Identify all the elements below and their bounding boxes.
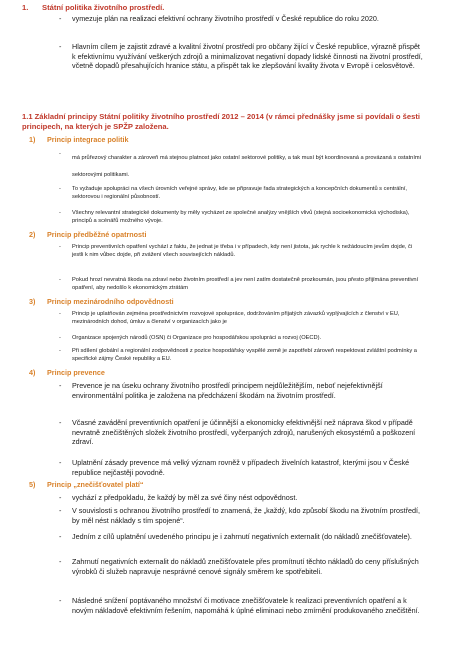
list-item-text: Uplatnění zásady prevence má velký význam rovněž v případech živelních katastrof, kterými jsou v České republice nejčastěji povodně. <box>72 458 410 477</box>
list-item-text: Zahrnutí negativních externalit do nákladů znečišťovatele přes promítnutí těchto nákladů do ceny příslušných výrobků či služeb napravuje nesprávné cenové signály směrem ke spotřebiteli. <box>72 557 419 576</box>
section-1-heading <box>22 3 164 13</box>
list-item: - Hlavním cílem je zajistit zdravé a kvalitní životní prostředí pro občany žijící v České republice, výrazně přispět k efektivnímu využívání veškerých zdrojů a minimalizovat negativní dopady lidské činnosti na životní prostředí, včetně dopadů přesahujících hranice státu, a přispět tak ke zlepšování kvality života v Evropě i celosvětově. <box>59 42 423 71</box>
list-item: - Následné snížení poptávaného množství či motivace znečišťovatele k realizaci preventivních opatření a k novým nákladově efektivním řešením, napomáhá k úplné eliminaci nebo zmírnění produkovaného znečištění. <box>59 596 420 615</box>
principle-1-heading <box>29 135 128 145</box>
principle-4-heading <box>29 368 105 378</box>
list-item-text: To vyžaduje spolupráci na všech úrovních veřejné správy, kde se připravuje řada strategických a koncepčních dokumentů s centrální, sektorovou i regionální působností. <box>72 186 407 201</box>
section-title: Státní politika životního prostředí. <box>42 3 165 12</box>
section-number: 1. <box>22 3 29 12</box>
principle-number: 1) <box>29 135 36 144</box>
principle-title: Princip předběžné opatrnosti <box>47 230 147 239</box>
list-item-text: Prevence je na úseku ochrany životního prostředí principem nejdůležitějším, neboť nejefektivnější environmentální politika je založena na předcházení škodám na životním prostředí. <box>72 381 383 400</box>
principle-title: Princip prevence <box>47 368 105 377</box>
list-item: - Včasné zavádění preventivních opatření je účinnější a ekonomicky efektivnější než náprava škod v případě nevratně znečištěných složek životního prostředí, vyčerpaných zdrojů, narušených ekosystémů a poškození zdraví. <box>59 418 416 447</box>
section-1-1-heading: 1.1 Základní principy Státní politiky životního prostředí 2012 – 2014 (v rámci přednášky jsme si povídali o šesti principech, na kterých je SPŽP založena. <box>22 112 420 131</box>
principle-number: 3) <box>29 297 36 306</box>
list-item: - má průřezový charakter a zároveň má stejnou platnost jako ostatní sektorové politiky, a tak musí být koordinovaná a provázaná s ostatními sektorovými politikami. <box>72 150 422 184</box>
list-item-text: vymezuje plán na realizaci efektivní ochrany životního prostředí v České republice do roku 2020. <box>72 14 379 23</box>
principle-title: Princip „znečišťovatel platí“ <box>47 480 144 489</box>
list-item-text: Princip preventivních opatření vychází z faktu, že jednat je třeba i v případech, kdy není jistota, jak rychle k nežádoucím jevům dojde, či jestli k nim vůbec dojde, při zvážení všech souvisejících nákladů. <box>72 244 413 259</box>
principle-number: 4) <box>29 368 36 377</box>
list-item: - V souvislosti s ochranou životního prostředí to znamená, že „každý, kdo způsobí škodu na životním prostředí, by měl nést náklady s tím spojené“. <box>59 506 420 525</box>
list-item-text: Jedním z cílů uplatnění uvedeného principu je i zahrnutí negativních externalit (do nákladů znečišťovatele). <box>72 532 412 541</box>
list-item-text: Pokud hrozí nevratná škoda na zdraví nebo životním prostředí a jev není zatím dostatečně prozkoumán, jsou přesto přijímána preventivní opatření, aby nedošlo k ekonomickým ztrátám <box>72 277 419 292</box>
list-item: - Princip je uplatňován zejména prostřednictvím rozvojové spolupráce, dodržováním přijatých závazků vyplývajících z členství v EU, mezinárodních dohod, úmluv a členství v organizacích jako je <box>59 311 400 326</box>
list-item-text: Včasné zavádění preventivních opatření je účinnější a ekonomicky efektivnější než náprava škod v případě nevratně znečištěných složek životního prostředí, vyčerpaných zdrojů, narušených ekosystémů a poškození zdraví. <box>72 418 416 447</box>
principle-title: Princip integrace politik <box>47 135 129 144</box>
list-item: - Prevence je na úseku ochrany životního prostředí principem nejdůležitějším, neboť nejefektivnější environmentální politika je založena na předcházení škodám na životním prostředí. <box>59 381 383 400</box>
principle-number: 5) <box>29 480 36 489</box>
list-item: - Všechny relevantní strategické dokumenty by měly vycházet ze společné analýzy vnějších vlivů (stejná socioekonomická východiska), principů a scénářů možného vývoje. <box>59 210 410 225</box>
list-item-text: V souvislosti s ochranou životního prostředí to znamená, že „každý, kdo způsobí škodu na životním prostředí, by měl nést náklady s tím spojené“. <box>72 506 420 525</box>
list-item-text: Při sdílení globální a regionální zodpovědnosti z pozice hospodářsky vyspělé země je zapotřebí zároveň respektovat zvláštní podmínky a specifické zájmy České republiky a EU. <box>72 348 417 363</box>
list-item: - Uplatnění zásady prevence má velký význam rovněž v případech živelních katastrof, kterými jsou v České republice nejčastěji povodně. <box>59 458 410 477</box>
principle-title: Princip mezinárodního odpovědnosti <box>47 297 174 306</box>
list-item-text: vychází z předpokladu, že každý by měl za své činy nést odpovědnost. <box>72 493 298 502</box>
list-item-text: Následné snížení poptávaného množství či motivace znečišťovatele k realizaci preventivních opatření a k novým nákladově efektivním řešením, napomáhá k úplné eliminaci nebo zmírnění produkovaného znečištění. <box>72 596 420 615</box>
list-item-text: Hlavním cílem je zajistit zdravé a kvalitní životní prostředí pro občany žijící v České republice, výrazně přispět k efektivnímu využívání veškerých zdrojů a minimalizovat negativní dopady lidské činnosti na životní prostředí, včetně dopadů přesahujících hranice státu, a přispět tak ke zlepšování kvality života v Evropě i celosvětově. <box>72 42 423 71</box>
list-item-text: Všechny relevantní strategické dokumenty by měly vycházet ze společné analýzy vnějších vlivů (stejná socioekonomická východiska), principů a scénářů možného vývoje. <box>72 210 410 225</box>
list-item: - Pokud hrozí nevratná škoda na zdraví nebo životním prostředí a jev není zatím dostatečně prozkoumán, jsou přesto přijímána preventivní opatření, aby nedošlo k ekonomickým ztrátám <box>59 277 419 292</box>
principle-number: 2) <box>29 230 36 239</box>
list-item-text: Princip je uplatňován zejména prostřednictvím rozvojové spolupráce, dodržováním přijatých závazků vyplývajících z členství v EU, mezinárodních dohod, úmluv a členství v organizacích jako je <box>72 311 400 326</box>
list-item: - Při sdílení globální a regionální zodpovědnosti z pozice hospodářsky vyspělé země je zapotřebí zároveň respektovat zvláštní podmínky a specifické zájmy České republiky a EU. <box>59 348 417 363</box>
list-item: - Jedním z cílů uplatnění uvedeného principu je i zahrnutí negativních externalit (do nákladů znečišťovatele). <box>59 532 412 541</box>
list-item: - Zahrnutí negativních externalit do nákladů znečišťovatele přes promítnutí těchto nákladů do ceny příslušných výrobků či služeb napravuje nesprávné cenové signály směrem ke spotřebiteli. <box>59 557 419 576</box>
principle-3-heading <box>29 297 174 307</box>
list-item: - Princip preventivních opatření vychází z faktu, že jednat je třeba i v případech, kdy není jistota, jak rychle k nežádoucím jevům dojde, či jestli k nim vůbec dojde, při zvážení všech souvisejících nákladů. <box>59 244 413 259</box>
list-item: - Organizace spojených národů (OSN) či Organizace pro hospodářskou spolupráci a rozvoj (OECD). <box>59 335 322 341</box>
list-item: - vychází z předpokladu, že každý by měl za své činy nést odpovědnost. <box>59 493 298 502</box>
list-item: - To vyžaduje spolupráci na všech úrovních veřejné správy, kde se připravuje řada strategických a koncepčních dokumentů s centrální, sektorovou i regionální působností. <box>59 186 407 201</box>
list-item-text: má průřezový charakter a zároveň má stejnou platnost jako ostatní sektorové politiky, a tak musí být koordinovaná a provázaná s ostatními sektorovými politikami. <box>72 155 421 178</box>
list-item: - vymezuje plán na realizaci efektivní ochrany životního prostředí v České republice do roku 2020. <box>59 14 379 23</box>
principle-5-heading <box>29 480 144 490</box>
list-item-text: Organizace spojených národů (OSN) či Organizace pro hospodářskou spolupráci a rozvoj (OECD). <box>72 335 322 341</box>
principle-2-heading <box>29 230 146 240</box>
